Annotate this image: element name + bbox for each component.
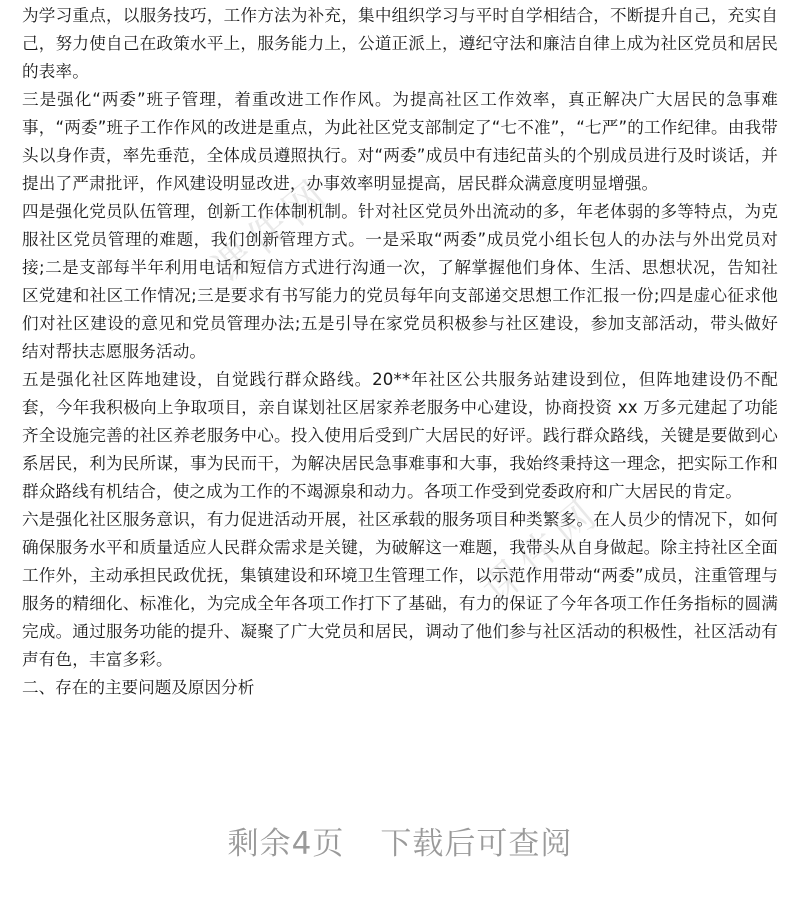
remaining-pages-label: 剩余4页 <box>227 826 345 862</box>
download-prompt[interactable] <box>0 818 800 863</box>
paragraph-party-members: 四是强化党员队伍管理，创新工作体制机制。针对社区党员外出流动的多，年老体弱的多等特点，为克服社区党员管理的难题，我们创新管理方式。一是采取“两委”成员党小组长包人的办法与外出党员对接;二是支部每半年利用电话和短信方式进行沟通一次，了解掌握他们身体、生活、思想状况，告知社区党建和社区工作情况;三是要求有书写能力的党员每年向支部递交思想工作汇报一份;四是虚心征求他们对社区建设的意见和党员管理办法;五是引导在家党员积极参与社区建设，参加支部活动，带头做好结对帮扶志愿服务活动。 <box>22 202 778 361</box>
paragraph-two-committees: 三是强化“两委”班子管理，着重改进工作作风。为提高社区工作效率，真正解决广大居民的急事难事，“两委”班子工作作风的改进是重点，为此社区党支部制定了“七不准”，“七严”的工作纪律。由我带头以身作责，率先垂范，全体成员遵照执行。对“两委”成员中有违纪苗头的个别成员进行及时谈话，并提出了严肃批评，作风建设明显改进，办事效率明显提高，居民群众满意度明显增强。 <box>22 90 778 193</box>
paragraph-service-awareness: 六是强化社区服务意识，有力促进活动开展，社区承载的服务项目种类繁多。在人员少的情况下，如何确保服务水平和质量适应人民群众需求是关键，为破解这一难题，我带头从自身做起。除主持社区全面工作外，主动承担民政优抚，集镇建设和环境卫生管理工作，以示范作用带动“两委”成员，注重管理与服务的精细化、标准化，为完成全年各项工作打下了基础，有力的保证了今年各项工作任务指标的圆满完成。通过服务功能的提升、凝聚了广大党员和居民，调动了他们参与社区活动的积极性，社区活动有声有色，丰富多彩。 <box>22 510 778 669</box>
section-heading: 二、存在的主要问题及原因分析 <box>22 678 255 697</box>
watermark-text: 课件网 <box>203 169 339 294</box>
paragraph-study-focus: 为学习重点，以服务技巧，工作方法为补充，集中组织学习与平时自学相结合，不断提升自己，充实自己，努力使自己在政策水平上，服务能力上，公道正派上，遵纪守法和廉洁自律上成为社区党员和居民的表率。 <box>22 6 778 81</box>
paragraph-community-position: 五是强化社区阵地建设，自觉践行群众路线。20**年社区公共服务站建设到位，但阵地建设仍不配套，今年我积极向上争取项目，亲自谋划社区居家养老服务中心建设，协商投资 xx 万多元建起了功能齐全设施完善的社区养老服务中心。投入使用后受到广大居民的好评。践行群众路线，关键是要做到心系居民，利为民所谋，事为民而干，为解决居民急事难事和大事，我始终秉持这一理念，把实际工作和群众路线有机结合，使之成为工作的不竭源泉和动力。各项工作受到党委政府和广大居民的肯定。 <box>22 370 778 501</box>
download-hint-label: 下载后可查阅 <box>380 826 573 862</box>
document-body <box>22 2 778 702</box>
watermark-text: 课件网 <box>473 489 609 614</box>
